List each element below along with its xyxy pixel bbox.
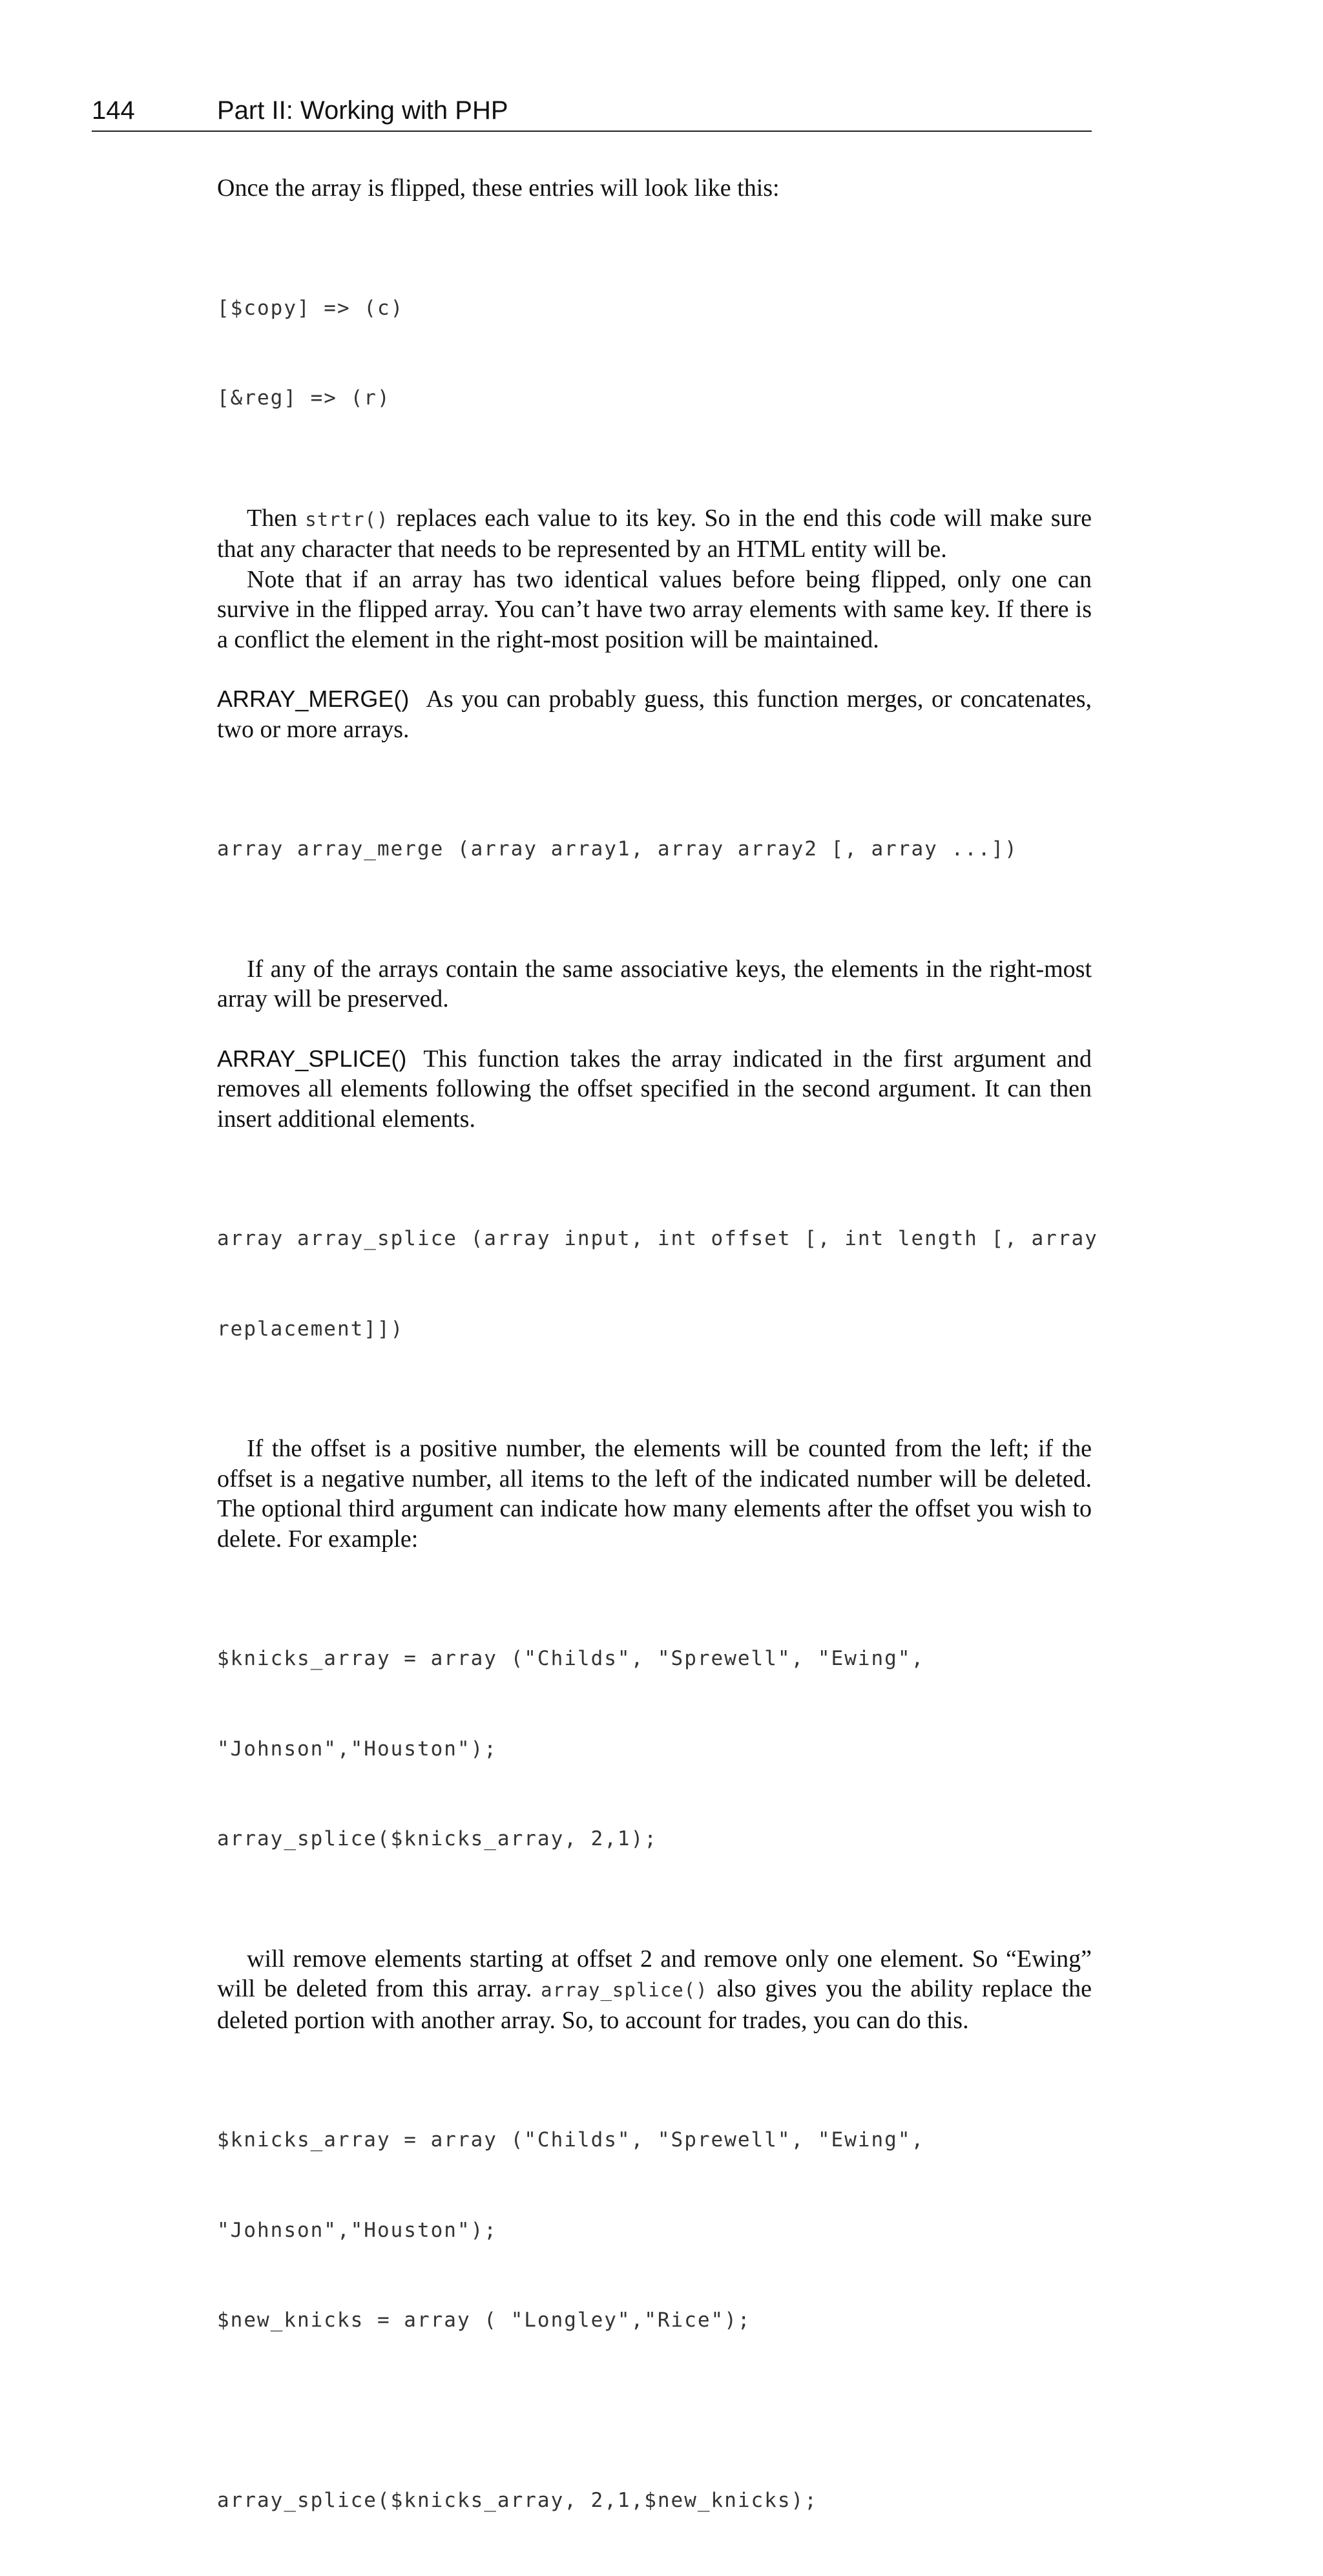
array-splice-signature	[217, 1164, 1098, 1404]
offset-paragraph: If the offset is a positive number, the elements will be counted from the left; if the offset is a negative number, all items to the left of the indicated number will be deleted. The optional third argument can indicate how many elements after the offset you wish to delete. For example:	[217, 1435, 1092, 1553]
function-heading: ARRAY_SPLICE()	[217, 1045, 407, 1072]
code-line: array array_merge (array array1, array array2 [, array ...])	[217, 837, 1018, 861]
running-header-title: Part II: Working with PHP	[217, 96, 508, 125]
array-merge-paragraph	[217, 684, 1092, 744]
code-line: "Johnson","Houston");	[217, 1737, 497, 1761]
function-heading: ARRAY_MERGE()	[217, 686, 410, 712]
text-run: This function takes the array indicated in the first argument and removes all elements following the offset specified in the second argument. It can then insert additional elements.	[217, 1045, 1092, 1133]
code-line: [$copy] => (c)	[217, 296, 404, 320]
splice-example-1	[217, 1584, 1092, 1914]
code-blank-line	[217, 2396, 1092, 2426]
code-line: array_splice($knicks_array, 2,1);	[217, 1827, 658, 1850]
code-line: array_splice($knicks_array, 2,1,$new_knicks);	[217, 2489, 818, 2512]
array-splice-paragraph	[217, 1044, 1092, 1135]
inline-code: array_splice()	[541, 1979, 708, 2001]
splice-example-2	[217, 2065, 1092, 2576]
code-line: replacement]])	[217, 1317, 404, 1341]
code-line: $knicks_array = array ("Childs", "Sprewell", "Ewing",	[217, 2128, 925, 2152]
code-line: [&reg] => (r)	[217, 386, 391, 410]
text-run: replaces each value to its key. So in the end this code will make sure that any character that needs to be represented by an HTML entity will be.	[217, 504, 1092, 563]
page-body	[217, 173, 1098, 2576]
code-line: array array_splice (array input, int offset [, int length [, array	[217, 1227, 1098, 1250]
page-number: 144	[92, 96, 135, 125]
flipped-array-code	[217, 233, 1092, 474]
code-line: $new_knicks = array ( "Longley","Rice");	[217, 2309, 751, 2332]
array-merge-note: If any of the arrays contain the same associative keys, the elements in the right-most array will be preserved.	[217, 955, 1092, 1012]
text-run: will remove elements starting at offset 2 and remove only one element. So “Ewing” will be deleted from this array.	[217, 1945, 1092, 2002]
text-run: Then	[247, 504, 306, 532]
text-run: also gives you the ability replace the deleted portion with another array. So, to account for trades, you can do this.	[217, 1975, 1092, 2034]
note-paragraph: Note that if an array has two identical values before being flipped, only one can survive in the flipped array. You can’t have two array elements with same key. If there is a conflict the element in the right-most position will be maintained.	[217, 565, 1092, 653]
code-line: $knicks_array = array ("Childs", "Sprewell", "Ewing",	[217, 1647, 925, 1670]
page-header	[92, 90, 1092, 132]
inline-code: strtr()	[305, 508, 389, 530]
array-merge-signature	[217, 774, 1092, 925]
intro-paragraph: Once the array is flipped, these entries will look like this:	[217, 174, 780, 202]
remove-paragraph	[217, 1944, 1092, 2036]
code-line: "Johnson","Houston");	[217, 2218, 497, 2242]
strtr-paragraph	[217, 503, 1092, 565]
text-run: As you can probably guess, this function merges, or concatenates, two or more arrays.	[217, 686, 1092, 743]
